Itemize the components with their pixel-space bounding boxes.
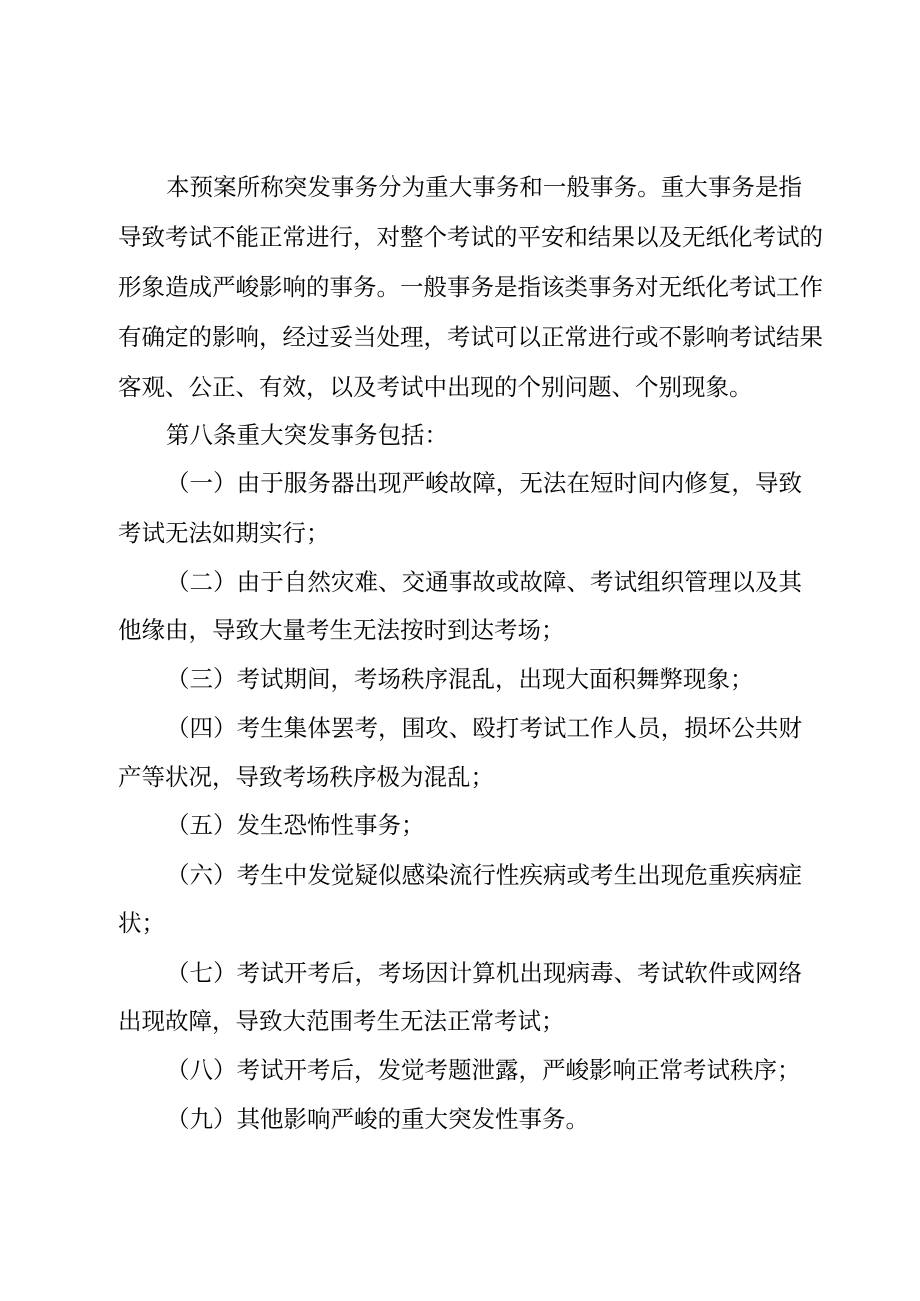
item-4-line-2: 产等状况，导致考场秩序极为混乱；: [118, 763, 494, 791]
item-1-line-2: 考试无法如期实行；: [118, 519, 330, 547]
item-9-line-1: （九）其他影响严峻的重大突发性事务。: [166, 1105, 589, 1133]
definition-line-2: 导致考试不能正常进行，对整个考试的平安和结果以及无纸化考试的: [118, 223, 823, 251]
definition-line-4: 有确定的影响，经过妥当处理，考试可以正常进行或不影响考试结果: [118, 323, 823, 351]
definition-line-1: 本预案所称突发事务分为重大事务和一般事务。重大事务是指: [166, 173, 802, 201]
item-7-line-2: 出现故障，导致大范围考生无法正常考试；: [118, 1007, 565, 1035]
item-2-line-2: 他缘由，导致大量考生无法按时到达考场；: [118, 616, 565, 644]
article-eight-heading: 第八条重大突发事务包括：: [166, 421, 448, 449]
item-5-line-1: （五）发生恐怖性事务；: [166, 811, 425, 839]
definition-line-5: 客观、公正、有效，以及考试中出现的个别问题、个别现象。: [118, 373, 753, 401]
item-3-line-1: （三）考试期间，考场秩序混乱，出现大面积舞弊现象；: [166, 665, 754, 693]
item-6-line-1: （六）考生中发觉疑似感染流行性疾病或考生出现危重疾病症: [166, 861, 802, 889]
item-8-line-1: （八）考试开考后，发觉考题泄露，严峻影响正常考试秩序；: [166, 1056, 801, 1084]
item-1-line-1: （一）由于服务器出现严峻故障，无法在短时间内修复，导致: [166, 469, 802, 497]
item-2-line-1: （二）由于自然灾难、交通事故或故障、考试组织管理以及其: [166, 568, 802, 596]
item-4-line-1: （四）考生集体罢考，围攻、殴打考试工作人员，损坏公共财: [166, 714, 802, 742]
definition-line-3: 形象造成严峻影响的事务。一般事务是指该类事务对无纸化考试工作: [118, 273, 823, 301]
item-6-line-2: 状；: [118, 909, 165, 937]
item-7-line-1: （七）考试开考后，考场因计算机出现病毒、考试软件或网络: [166, 959, 802, 987]
